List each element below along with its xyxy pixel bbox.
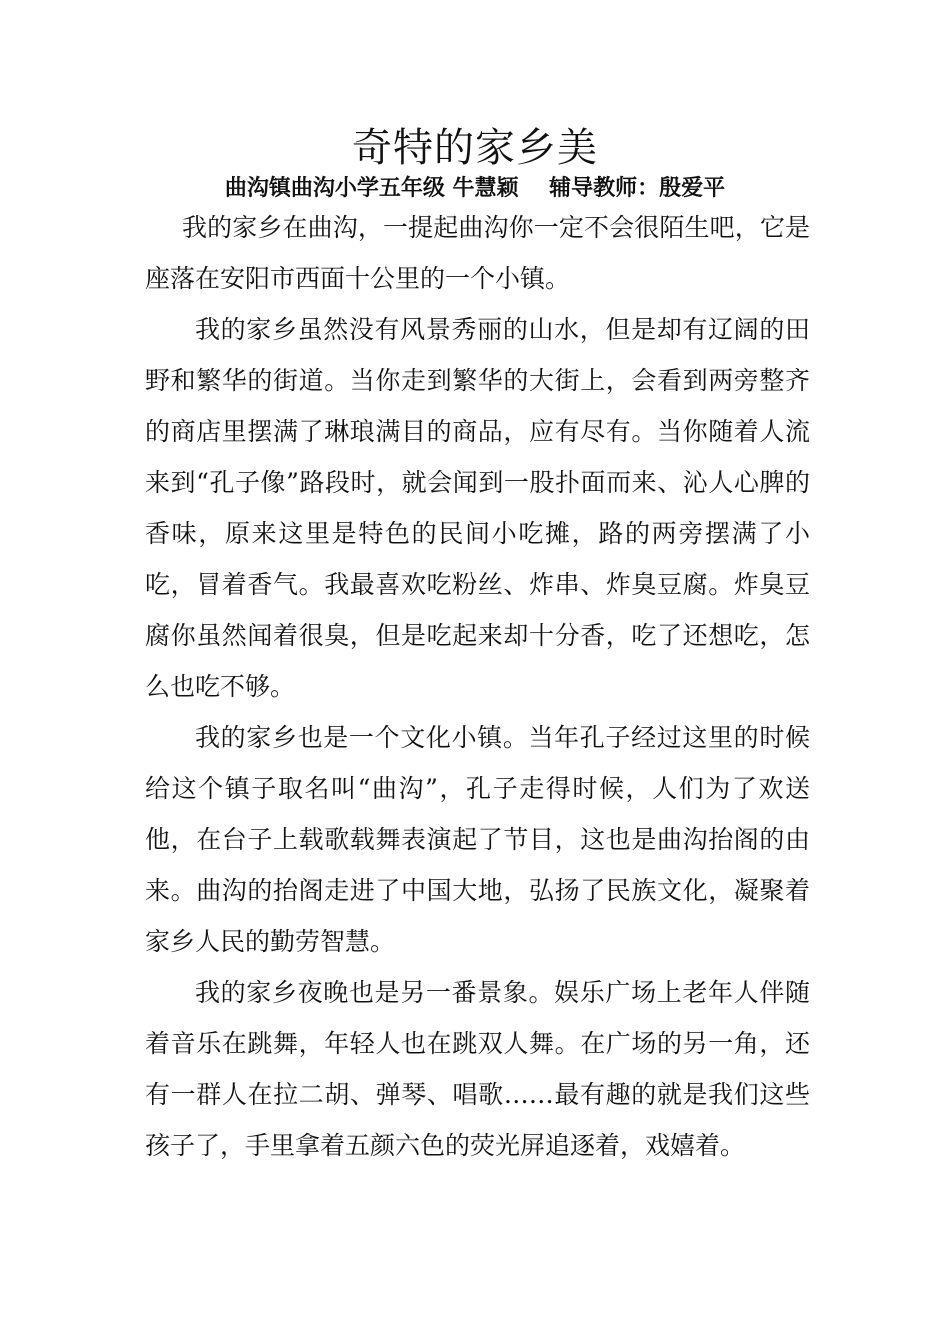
paragraph-1: 我的家乡在曲沟，一提起曲沟你一定不会很陌生吧，它是座落在安阳市西面十公里的一个小镇。 bbox=[145, 213, 810, 293]
paragraph-2: 我的家乡虽然没有风景秀丽的山水，但是却有辽阔的田野和繁华的街道。当你走到繁华的大街上，会看到两旁整齐的商店里摆满了琳琅满目的商品，应有尽有。当你随着人流来到“孔子像”路段时，就会闻到一股扑面而来、沁人心脾的香味，原来这里是特色的民间小吃摊，路的两旁摆满了小吃，冒着香气。我最喜欢吃粉丝、炸串、炸臭豆腐。炸臭豆腐你虽然闻着很臭，但是吃起来却十分香，吃了还想吃，怎么也吃不够。 bbox=[145, 315, 810, 701]
paragraph-3: 我的家乡也是一个文化小镇。当年孔子经过这里的时候给这个镇子取名叫“曲沟”，孔子走得时候，人们为了欢送他，在台子上载歌载舞表演起了节目，这也是曲沟抬阁的由来。曲沟的抬阁走进了中国大地，弘扬了民族文化，凝聚着家乡人民的勤劳智慧。 bbox=[145, 723, 810, 956]
author-byline: 曲沟镇曲沟小学五年级 牛慧颖 辅导教师：殷爱平 bbox=[224, 176, 726, 201]
document-title: 奇特的家乡美 bbox=[352, 125, 598, 171]
essay-body bbox=[145, 202, 810, 1171]
paragraph-4: 我的家乡夜晚也是另一番景象。娱乐广场上老年人伴随着音乐在跳舞，年轻人也在跳双人舞。在广场的另一角，还有一群人在拉二胡、弹琴、唱歌……最有趣的就是我们这些孩子了，手里拿着五颜六色的荧光屏追逐着，戏嬉着。 bbox=[145, 978, 810, 1160]
